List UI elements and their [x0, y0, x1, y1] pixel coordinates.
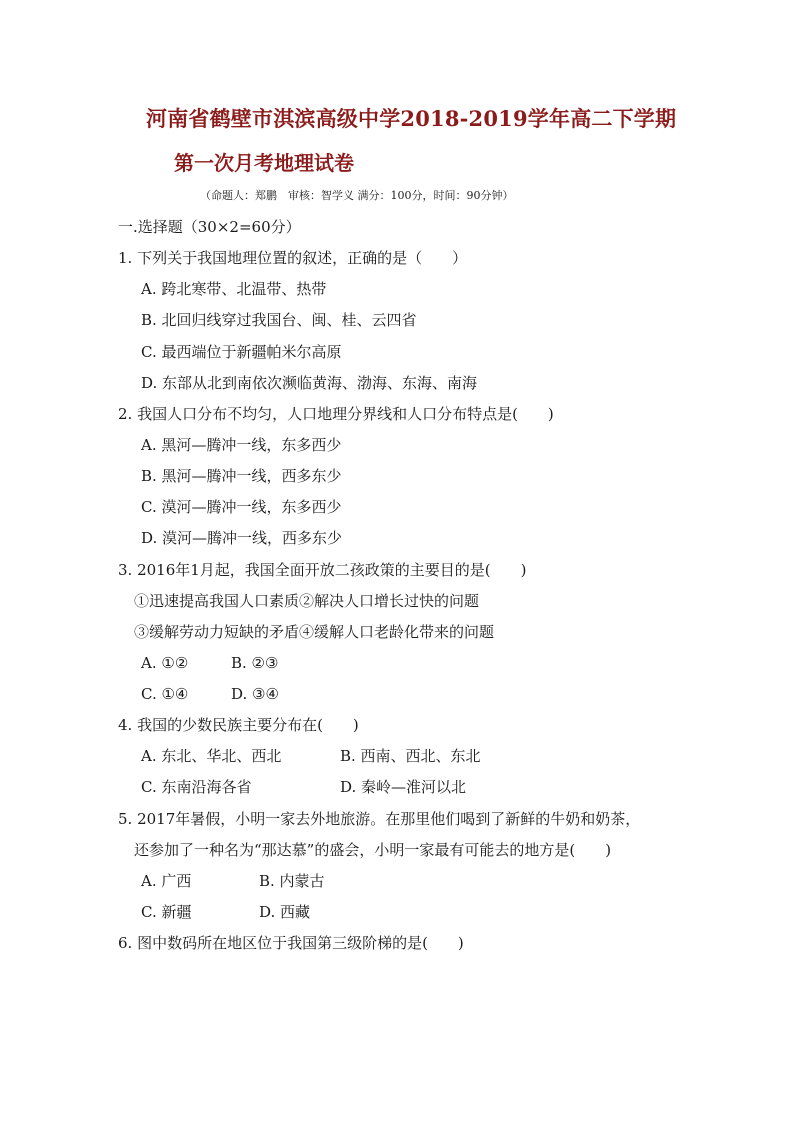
question-stem: 4. 我国的少数民族主要分布在( ): [118, 716, 359, 734]
option-a: A. 东北、华北、西北: [141, 747, 282, 765]
option-d: D. 漠河—腾冲一线，西多东少: [141, 529, 343, 547]
option-c: C. 新疆: [141, 903, 192, 921]
exam-title-line2: 第一次月考地理试卷: [174, 151, 354, 175]
option-a: A. 黑河—腾冲一线，东多西少: [141, 436, 342, 454]
section-heading: 一.选择题（30×2=60分）: [118, 218, 301, 236]
option-d: D. 秦岭—淮河以北: [340, 778, 467, 796]
exam-meta: （命题人：郑鹏 审核：智学义 满分：100分，时间：90分钟）: [200, 189, 514, 202]
option-b: B. 北回归线穿过我国台、闽、桂、云四省: [141, 311, 417, 329]
statement-line: ③缓解劳动力短缺的矛盾④缓解人口老龄化带来的问题: [134, 623, 495, 641]
question-stem: 5. 2017年暑假，小明一家去外地旅游。在那里他们喝到了新鲜的牛奶和奶茶，: [118, 810, 641, 828]
option-c: C. 漠河—腾冲一线，东多西少: [141, 498, 342, 516]
option-a: A. ①②: [141, 654, 189, 672]
option-a: A. 跨北寒带、北温带、热带: [141, 280, 327, 298]
option-c: C. ①④: [141, 685, 189, 703]
question-stem: 3. 2016年1月起，我国全面开放二孩政策的主要目的是( ): [118, 561, 527, 579]
exam-title-line1: 河南省鹤壁市淇滨高级中学2018-2019学年高二下学期: [146, 106, 677, 131]
option-d: D. 西藏: [259, 903, 311, 921]
option-b: B. 西南、西北、东北: [340, 747, 481, 765]
option-b: B. 内蒙古: [259, 872, 325, 890]
option-d: D. ③④: [231, 685, 279, 703]
option-c: C. 最西端位于新疆帕米尔高原: [141, 343, 342, 361]
option-b: B. 黑河—腾冲一线，西多东少: [141, 467, 342, 485]
option-a: A. 广西: [141, 872, 192, 890]
statement-line: ①迅速提高我国人口素质②解决人口增长过快的问题: [134, 592, 480, 610]
question-stem: 2. 我国人口分布不均匀，人口地理分界线和人口分布特点是( ): [118, 405, 554, 423]
option-b: B. ②③: [231, 654, 279, 672]
option-c: C. 东南沿海各省: [141, 778, 252, 796]
question-stem: 6. 图中数码所在地区位于我国第三级阶梯的是( ): [118, 934, 464, 952]
question-stem: 1. 下列关于我国地理位置的叙述，正确的是（ ）: [118, 249, 468, 267]
question-stem-continuation: 还参加了一种名为“那达慕”的盛会，小明一家最有可能去的地方是( ): [134, 841, 612, 859]
option-d: D. 东部从北到南依次濒临黄海、渤海、东海、南海: [141, 374, 478, 392]
